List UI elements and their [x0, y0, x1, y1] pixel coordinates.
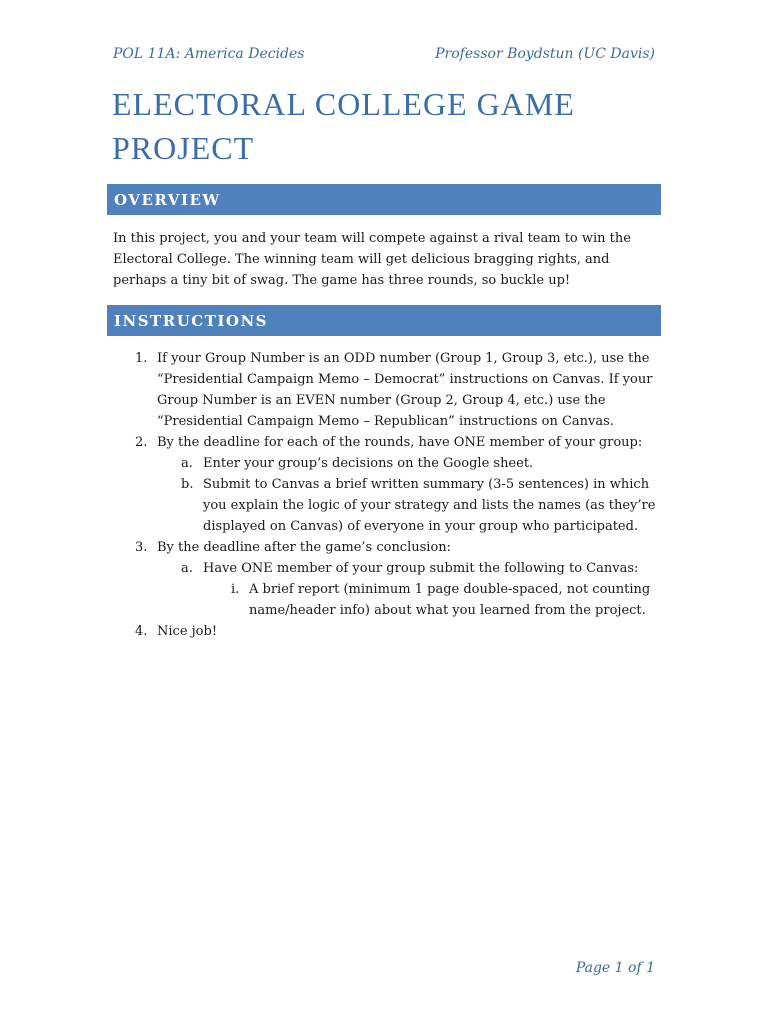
list-marker: 3. — [135, 540, 148, 555]
sub-sub-list-item — [113, 579, 661, 621]
list-item-text: By the deadline for each of the rounds, have ONE member of your group: — [157, 435, 643, 450]
instructor-name: Professor Boydstun (UC Davis) — [435, 46, 655, 62]
list-marker: i. — [231, 582, 240, 597]
list-item-text: Have ONE member of your group submit the following to Canvas: — [203, 561, 639, 576]
list-item-text: Enter your group’s decisions on the Google sheet. — [203, 456, 534, 471]
list-marker: 2. — [135, 435, 148, 450]
overview-heading: OVERVIEW — [107, 184, 661, 215]
list-item — [113, 537, 661, 558]
list-marker: a. — [181, 561, 193, 576]
list-item-text: Nice job! — [157, 624, 218, 639]
list-marker: 1. — [135, 351, 148, 366]
overview-paragraph: In this project, you and your team will compete against a rival team to win the Electoral College. The winning team will get delicious bragging rights, and perhaps a tiny bit of swag. The game has three rounds, so buckle up! — [113, 231, 631, 288]
page-header — [113, 46, 655, 62]
course-name: POL 11A: America Decides — [113, 46, 305, 62]
list-item — [113, 348, 661, 432]
sub-list-item — [113, 474, 661, 537]
list-marker: a. — [181, 456, 193, 471]
list-marker: 4. — [135, 624, 148, 639]
instructions-heading: INSTRUCTIONS — [107, 305, 661, 336]
instructions-list — [113, 348, 661, 642]
list-item-text: Submit to Canvas a brief written summary (3-5 sentences) in which you explain the logic of your strategy and lists the names (as they’re displayed on Canvas) of everyone in your group who participated. — [203, 477, 656, 534]
list-item — [113, 621, 661, 642]
sub-list-item — [113, 453, 661, 474]
list-item-text: By the deadline after the game’s conclusion: — [157, 540, 452, 555]
page-number: Page 1 of 1 — [575, 960, 655, 976]
document-title: ELECTORAL COLLEGE GAME PROJECT — [112, 86, 575, 166]
sub-list-item — [113, 558, 661, 579]
list-item-text: A brief report (minimum 1 page double-spaced, not counting name/header info) about what you learned from the project. — [249, 582, 651, 618]
list-item-text: If your Group Number is an ODD number (Group 1, Group 3, etc.), use the “Presidential Campaign Memo – Democrat” instructions on Canvas. If your Group Number is an EVEN number (Group 2, Group 4, etc.) use the “Presidential Campaign Memo – Republican” instructions on Canvas. — [157, 351, 653, 429]
list-item — [113, 432, 661, 453]
list-marker: b. — [181, 477, 194, 492]
